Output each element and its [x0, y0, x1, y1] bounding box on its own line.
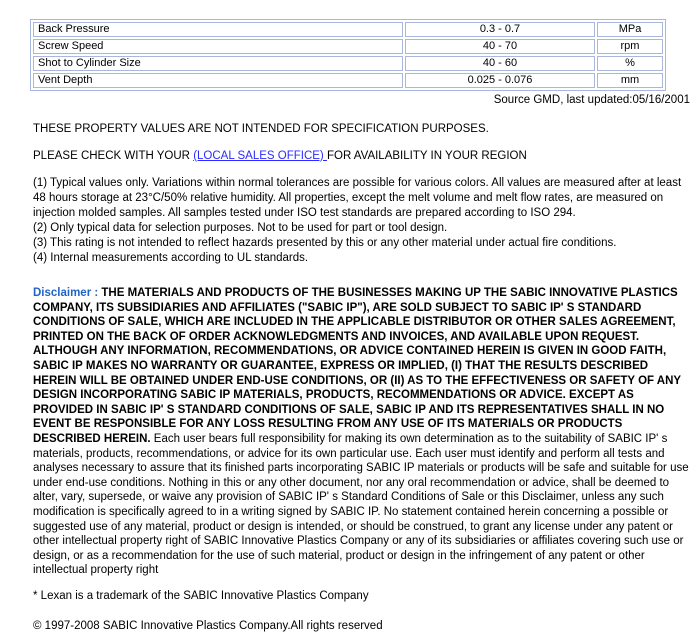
property-value-cell: 0.025 - 0.076 — [405, 73, 595, 88]
property-name-cell: Vent Depth — [33, 73, 403, 88]
table-row — [33, 39, 663, 54]
availability-prefix: PLEASE CHECK WITH YOUR — [33, 150, 194, 162]
property-unit-cell: mm — [597, 73, 663, 88]
disclaimer-label: Disclaimer : — [33, 287, 102, 299]
footnotes — [33, 176, 690, 266]
footnote-4: (4) Internal measurements according to UL standards. — [33, 252, 309, 264]
footnote-1: (1) Typical values only. Variations within normal tolerances are possible for various colors. All values are measured after at least 48 hours storage at 23°C/50% relative humidity. All properties, except the melt volume and melt flow rates, are measured on injection molded samples. All samples tested under ISO test standards are prepared according to ISO 294. — [33, 177, 682, 219]
source-note: Source GMD, last updated:05/16/2001 — [493, 94, 690, 106]
disclaimer — [33, 286, 690, 578]
spec-notice: THESE PROPERTY VALUES ARE NOT INTENDED FOR SPECIFICATION PURPOSES. — [33, 123, 489, 135]
availability-notice — [33, 149, 690, 163]
footnote-2: (2) Only typical data for selection purposes. Not to be used for part or tool design. — [33, 222, 448, 234]
property-value-cell: 40 - 60 — [405, 56, 595, 71]
property-unit-cell: % — [597, 56, 663, 71]
table-row — [33, 22, 663, 37]
availability-suffix: FOR AVAILABILITY IN YOUR REGION — [326, 150, 527, 162]
disclaimer-body-text: Each user bears full responsibility for making its own determination as to the suitability of SABIC IP' s materials, products, recommendations, or advice for its own particular use. Each user must identify and perform all tests and analyses necessary to assure that its finished parts incorporating SABIC IP materials or products will be safe and suitable for use under end-use conditions. Nothing in this or any other document, nor any oral recommendation or advice, shall be deemed to alter, vary, supersede, or waive any provision of SABIC IP' s Standard Conditions of Sale or this Disclaimer, unless any such modification is specifically agreed to in a writing signed by SABIC IP. No statement contained herein concerning a possible or suggested use of any material, product or design is intended, or should be construed, to grant any license under any patent or other intellectual property right of SABIC Innovative Plastics Company or any of its subsidiaries or affiliates covering such use or design, or as a recommendation for the use of such material, product or design in the infringement of any patent or other intellectual property right — [33, 432, 689, 577]
properties-table — [30, 19, 666, 91]
table-row — [33, 56, 663, 71]
property-unit-cell: MPa — [597, 22, 663, 37]
property-name-cell: Screw Speed — [33, 39, 403, 54]
footnote-3: (3) This rating is not intended to reflect hazards presented by this or any other material under actual fire conditions. — [33, 237, 617, 249]
property-value-cell: 40 - 70 — [405, 39, 595, 54]
local-sales-office-link[interactable]: (LOCAL SALES OFFICE) — [193, 150, 327, 162]
property-value-cell: 0.3 - 0.7 — [405, 22, 595, 37]
table-row — [33, 73, 663, 88]
property-name-cell: Back Pressure — [33, 22, 403, 37]
copyright-notice: © 1997-2008 SABIC Innovative Plastics Company.All rights reserved — [33, 619, 383, 632]
disclaimer-bold-text: THE MATERIALS AND PRODUCTS OF THE BUSINESSES MAKING UP THE SABIC INNOVATIVE PLASTICS COMPANY, ITS SUBSIDIARIES AND AFFILIATES ("SABIC IP"), ARE SOLD SUBJECT TO SABIC IP' S STANDARD CONDITIONS OF SALE, WHICH ARE INCLUDED IN THE APPLICABLE DISTRIBUTOR OR OTHER SALES AGREEMENT, PRINTED ON THE BACK OF ORDER ACKNOWLEDGMENTS AND INVOICES, AND AVAILABLE UPON REQUEST. ALTHOUGH ANY INFORMATION, RECOMMENDATIONS, OR ADVICE CONTAINED HEREIN IS GIVEN IN GOOD FAITH, SABIC IP MAKES NO WARRANTY OR GUARANTEE, EXPRESS OR IMPLIED, (I) THAT THE RESULTS DESCRIBED HEREIN WILL BE OBTAINED UNDER END-USE CONDITIONS, OR (II) AS TO THE EFFECTIVENESS OR SAFETY OF ANY DESIGN INCORPORATING SABIC IP MATERIALS, PRODUCTS, RECOMMENDATIONS OR ADVICE. EXCEPT AS PROVIDED IN SABIC IP' S STANDARD CONDITIONS OF SALE, SABIC IP AND ITS REPRESENTATIVES SHALL IN NO EVENT BE RESPONSIBLE FOR ANY LOSS RESULTING FROM ANY USE OF ITS MATERIALS OR PRODUCTS DESCRIBED HEREIN. — [33, 287, 681, 445]
property-unit-cell: rpm — [597, 39, 663, 54]
trademark-note: * Lexan is a trademark of the SABIC Innovative Plastics Company — [33, 589, 369, 602]
property-name-cell: Shot to Cylinder Size — [33, 56, 403, 71]
